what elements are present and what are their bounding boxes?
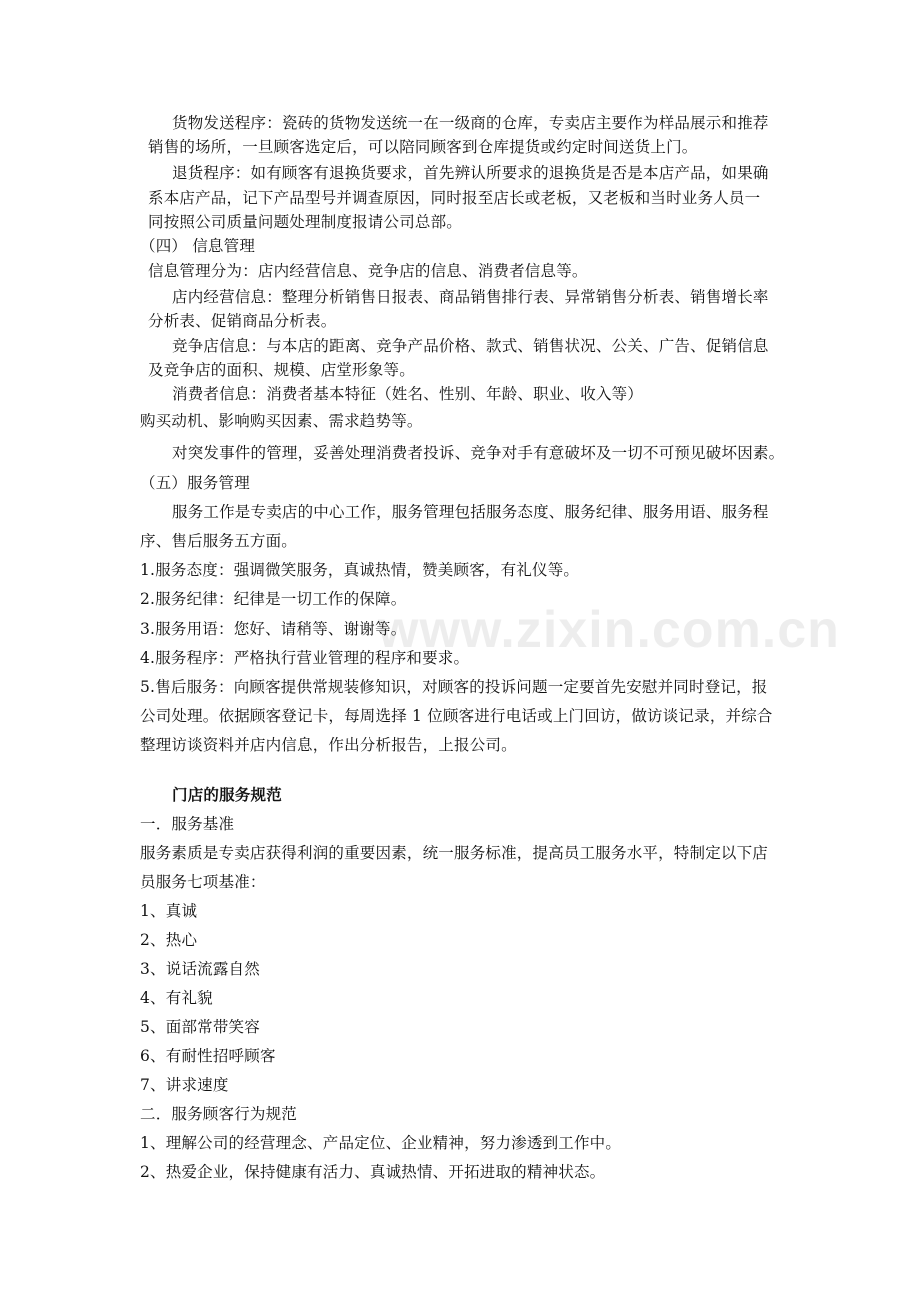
paragraph-line: 系本店产品，记下产品型号并调查原因，同时报至店长或老板，又老板和当时业务人员一 — [148, 189, 761, 207]
list-item: 1、理解公司的经营理念、产品定位、企业精神，努力渗透到工作中。 — [140, 1134, 622, 1152]
paragraph-line: 公司处理。依据顾客登记卡，每周选择 1 位顾客进行电话或上门回访，做访谈记录，并综合 — [140, 707, 773, 725]
paragraph-line: 退货程序：如有顾客有退换货要求，首先辨认所要求的退换货是否是本店产品，如果确 — [172, 164, 769, 182]
paragraph-line: 货物发送程序：瓷砖的货物发送统一在一级商的仓库，专卖店主要作为样品展示和推荐 — [172, 114, 769, 132]
paragraph-line: 及竞争店的面积、规模、店堂形象等。 — [148, 361, 415, 379]
list-item: 2、热爱企业，保持健康有活力、真诚热情、开拓进取的精神状态。 — [140, 1163, 606, 1181]
list-item: 5.售后服务：向顾客提供常规装修知识，对顾客的投诉问题一定要首先安慰并同时登记，报 — [140, 678, 768, 696]
list-item: 7、讲求速度 — [140, 1076, 229, 1094]
paragraph-line: 竞争店信息：与本店的距离、竞争产品价格、款式、销售状况、公关、广告、促销信息 — [172, 337, 769, 355]
section-heading: （四） 信息管理 — [140, 237, 256, 255]
paragraph-line: 同按照公司质量问题处理制度报请公司总部。 — [148, 213, 463, 231]
paragraph-line: 员服务七项基准： — [140, 873, 266, 891]
list-item: 3、说话流露自然 — [140, 960, 260, 978]
section-heading: 二．服务顾客行为规范 — [140, 1105, 298, 1123]
paragraph-line: 店内经营信息：整理分析销售日报表、商品销售排行表、异常销售分析表、销售增长率 — [172, 288, 769, 306]
list-item: 2、热心 — [140, 931, 198, 949]
paragraph-line: 销售的场所，一旦顾客选定后，可以陪同顾客到仓库提货或约定时间送货上门。 — [148, 138, 698, 156]
paragraph-line: 序、售后服务五方面。 — [140, 532, 298, 550]
paragraph-line: 分析表、促销商品分析表。 — [148, 312, 337, 330]
list-item: 5、面部常带笑容 — [140, 1018, 260, 1036]
list-item: 4.服务程序：严格执行营业管理的程序和要求。 — [140, 649, 470, 667]
list-item: 2.服务纪律：纪律是一切工作的保障。 — [140, 590, 407, 608]
paragraph-line: 消费者信息：消费者基本特征（姓名、性别、年龄、职业、收入等） — [172, 385, 644, 403]
list-item: 1.服务态度：强调微笑服务，真诚热情，赞美顾客，有礼仪等。 — [140, 561, 580, 579]
paragraph-line: 整理访谈资料并店内信息，作出分析报告，上报公司。 — [140, 736, 517, 754]
paragraph-line: 服务素质是专卖店获得利润的重要因素，统一服务标准，提高员工服务水平，特制定以下店 — [140, 844, 769, 862]
paragraph-line: 购买动机、影响购买因素、需求趋势等。 — [140, 412, 423, 430]
list-item: 6、有耐性招呼顾客 — [140, 1047, 276, 1065]
watermark: www.zixin.com.cn — [378, 601, 840, 659]
paragraph-line: 服务工作是专卖店的中心工作，服务管理包括服务态度、服务纪律、服务用语、服务程 — [172, 503, 769, 521]
section-heading: （五）服务管理 — [140, 474, 250, 492]
list-item: 3.服务用语：您好、请稍等、谢谢等。 — [140, 620, 407, 638]
page-title: 门店的服务规范 — [172, 785, 282, 804]
list-item: 1、真诚 — [140, 902, 198, 920]
paragraph-line: 信息管理分为：店内经营信息、竞争店的信息、消费者信息等。 — [148, 262, 588, 280]
section-heading: 一．服务基准 — [140, 815, 235, 833]
paragraph-line: 对突发事件的管理，妥善处理消费者投诉、竞争对手有意破坏及一切不可预见破坏因素。 — [172, 444, 785, 462]
list-item: 4、有礼貌 — [140, 989, 213, 1007]
